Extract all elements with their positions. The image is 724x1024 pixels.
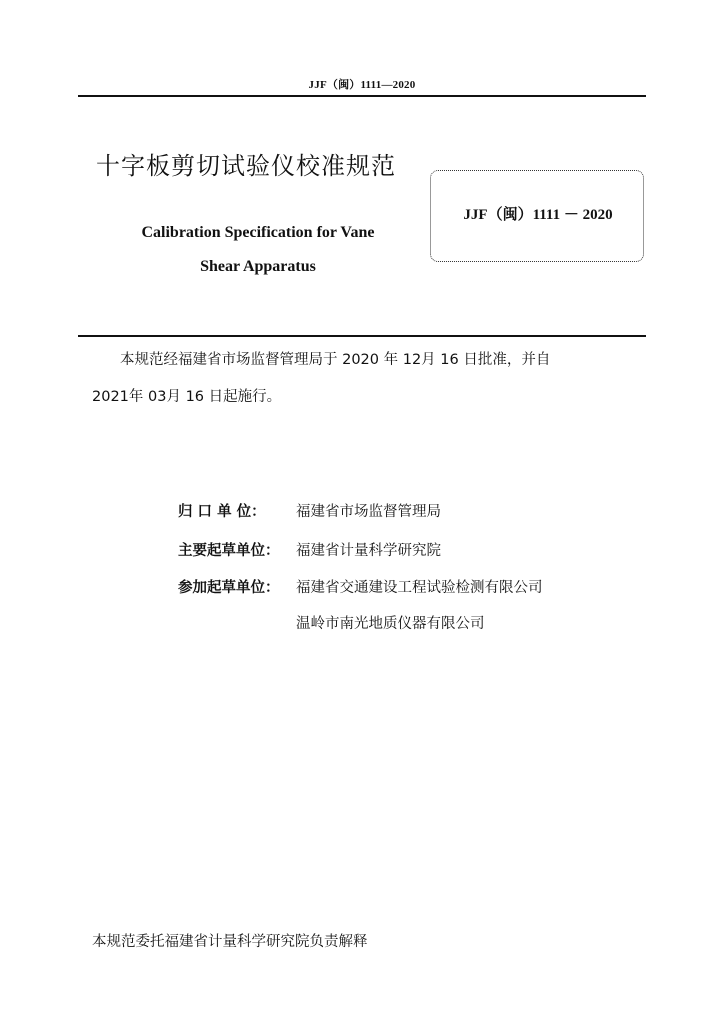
responsible-unit-row [178,500,441,521]
participating-unit-value-2: 温岭市南光地质仪器有限公司 [296,616,485,632]
top-divider [78,95,646,97]
specification-code: JJF（闽）1111 － 2020 [463,207,613,223]
participating-unit-value-1: 福建省交通建设工程试验检测有限公司 [296,580,543,596]
interpretation-note: 本规范委托福建省计量科学研究院负责解释 [92,934,368,950]
responsible-unit-label: 归 口 单 位： [178,504,266,520]
approval-statement-line-2: 2021年 03月 16 日起施行。 [92,389,282,405]
main-drafting-unit-value: 福建省计量科学研究院 [296,543,441,559]
main-drafting-unit-row [178,539,441,560]
responsible-unit-value: 福建省市场监督管理局 [296,504,441,520]
approval-statement-line-1: 本规范经福建省市场监督管理局于 2020 年 12月 16 日批准，并自 [120,352,551,368]
title-english-line-1: Calibration Specification for Vane [141,224,375,241]
title-chinese: 十字板剪切试验仪校准规范 [96,152,396,180]
document-code-header: JJF（闽）1111—2020 [308,79,416,91]
middle-divider [78,335,646,337]
specification-code-box [430,170,644,262]
title-english-line-2: Shear Apparatus [200,258,316,275]
main-drafting-unit-label: 主要起草单位： [178,543,280,559]
participating-unit-row [178,576,543,597]
participating-unit-label: 参加起草单位： [178,580,280,596]
